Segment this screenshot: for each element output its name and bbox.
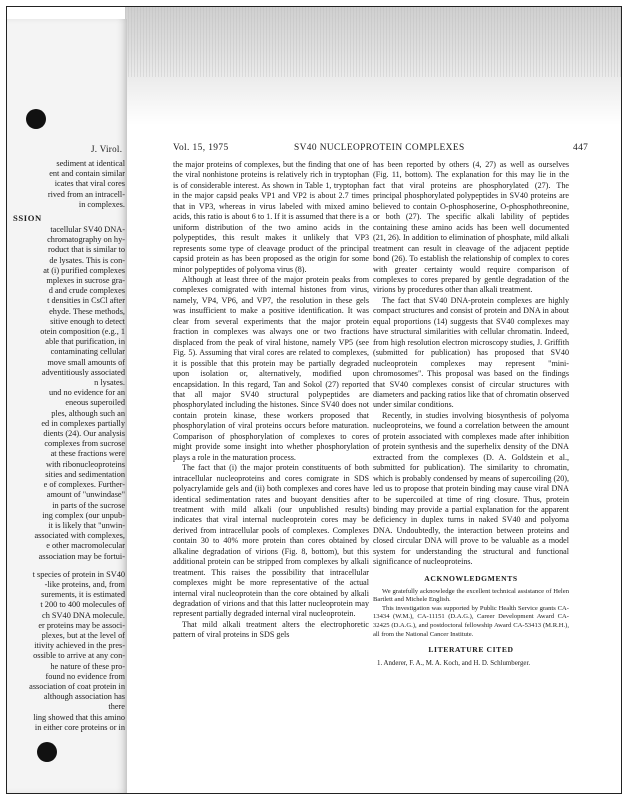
left-page-line: d and crude complexes [48, 286, 125, 296]
paragraph: the major proteins of complexes, but the finding that one of the viral nonhistone proteins is relatively rich in tryptophan is of considerable interest. As shown in Table 1, tryptophan in the major capsid peaks VP1 and VP2 is about 2.7 times that in VP3, whereas in virus labeled with mixed amino acids, this ratio is about 6 to 1. If it is assumed that there is a uniform distribution of the two amino acids in the polypeptides, this result makes it unlikely that VP3 represents some type of cleavage product of the principal capsid protein as has been proposed as the origin for some minor polypeptides of polyoma virus (8). [173, 160, 369, 274]
left-page-line: ent and contain similar [49, 169, 125, 179]
left-page-line: ossible to arrive at any con- [33, 651, 125, 661]
left-page-line: -like proteins, and, from [44, 579, 125, 589]
left-page-line: although association has [43, 692, 125, 702]
left-page-line [13, 562, 125, 570]
left-page-line: itivity achieved in the pres- [34, 641, 125, 651]
left-page-line: in parts of the sucrose [52, 500, 125, 510]
left-page-line: at these fractions were [50, 449, 125, 459]
left-page-line: t 200 to 400 molecules of [40, 600, 125, 610]
left-page-line: mplexes in sucrose gra- [46, 276, 125, 286]
text-column-right [373, 160, 569, 668]
left-page-line: found no evidence from [45, 671, 125, 681]
left-page-line: ing complex (our unpub- [42, 510, 125, 520]
left-page-line: in either core proteins or in [34, 722, 125, 732]
page-frame [6, 6, 622, 794]
left-page-line: ehyde. These methods, [49, 306, 125, 316]
left-page-line: e other macromolecular [46, 541, 125, 551]
left-page-line: chromatography on hy- [47, 235, 125, 245]
paragraph: Recently, in studies involving biosynthesis of polyoma nucleoproteins, we found a correlation between the amount of protein associated with complexes made after inhibition of protein synthesis and the superhelix density of the DNA extracted from the complexes (D. A. Goldstein et al., submitted for publication). The similarity to chromatin, which is probably condensed by means of supercoiling (20), led us to propose that protein binding may cause viral DNA to be supercoiled at time of ring closure. Thus, protein binding may provide a partial explanation for the apparent deficiency in duplex turns in naked SV40 and polyoma DNA. Undoubtedly, the interaction between proteins and closed circular DNA will prove to be valuable as a model system for understanding the structural and functional significance of nucleoproteins. [373, 410, 569, 567]
acknowledgments-heading: ACKNOWLEDGMENTS [424, 573, 518, 583]
left-page-line: able that purification, in [45, 337, 125, 347]
left-page-line: surements, it is estimated [41, 590, 125, 600]
left-page-line: t densities in CsCl after [47, 296, 125, 306]
punch-hole-top [26, 109, 46, 129]
left-page-line: roduct that is similar to [48, 245, 125, 255]
punch-hole-bottom [37, 742, 57, 762]
left-page-line: sediment at identical [56, 159, 125, 168]
left-page-line: with ribonucleoproteins [45, 459, 125, 469]
left-page-line: otein composition (e.g., 1 [40, 327, 125, 337]
left-page-line: ling showed that this amino [33, 712, 125, 722]
left-page-line: ples, although such an [51, 408, 125, 418]
left-page-line: er proteins may be associ- [38, 620, 125, 630]
left-page-line: de lysates. This is con- [49, 255, 125, 265]
left-page-line: t species of protein in SV40 [32, 569, 125, 579]
left-page-line: ch SV40 DNA molecule. [42, 610, 125, 620]
paragraph: Although at least three of the major protein peaks from complexes comigrated with internal histones from virus, namely, VP4, VP6, and VP7, the resolution in these gels was insufficient to make a positive identification. It was clear from several experiments that the major protein fraction in complexes was always one or two fractions displaced from the peak of viral histone, namely VP5 (see Fig. 5). Assuming that viral cores are related to complexes, it is possible that this protein may be partially degraded upon isolation or, alternatively, modified upon encapsidation. In this regard, Tan and Sokol (27) reported that all major SV40 structural polypeptides are phosphorylated including the histones. Since SV40 does not contain protein kinase, these workers proposed that phosphorylation of viral proteins occurs before maturation. Comparison of phosphorylation of complexes to cores might provide some insight into whether phosphorylation plays a role in the maturation process. [173, 274, 369, 462]
left-page-line: sitive enough to detect [50, 316, 125, 326]
left-page-line: plexes, but at the level of [41, 630, 125, 640]
left-page-line: icates that viral cores [54, 179, 125, 189]
literature-heading: LITERATURE CITED [428, 645, 514, 655]
paragraph: The fact that SV40 DNA-protein complexes are highly compact structures and consist of protein and DNA in about equal proportions (14) suggests that SV40 complexes may have structural similarities with cellular chromatin. Indeed, from high resolution electron microscopy studies, J. Griffith (submitted for publication) has proposed that SV40 nucleoprotein complexes may represent "mini-chromosomes". This proposal was based on the findings that SV40 complexes consist of circular structures with diameters and packing ratios like that of chromatin observed under similar conditions. [373, 295, 569, 410]
page-number: 447 [573, 143, 589, 153]
scan-texture [125, 7, 621, 77]
left-page-line: dients (24). Our analysis [43, 429, 125, 439]
left-page-line: und no evidence for an [48, 388, 125, 398]
left-page-line: n lysates. [94, 378, 125, 388]
left-page-line: association may be fortui- [38, 551, 125, 561]
text-column-left [173, 160, 369, 641]
section-heading: SSION [13, 213, 42, 224]
left-page-line: association of coat protein in [29, 681, 125, 691]
left-page-header: J. Virol. [91, 144, 123, 154]
left-page-line: it is likely that "unwin- [48, 520, 125, 530]
left-page-line: eneous superoiled [65, 398, 125, 408]
left-page-line: in complexes. [78, 199, 125, 209]
volume-label: Vol. 15, 1975 [173, 143, 229, 153]
left-page-line: complexes from sucrose [44, 439, 125, 449]
left-page-line: contaminating cellular [50, 347, 125, 357]
left-page-line: associated with complexes, [34, 531, 125, 541]
left-page-line: he nature of these pro- [50, 661, 125, 671]
left-page-line: amount of "unwindase" [46, 490, 125, 500]
left-page-line: move small amounts of [47, 357, 125, 367]
left-page-line: there [108, 702, 125, 712]
left-page-line: sities and sedimentation [45, 469, 125, 479]
paragraph: has been reported by others (4, 27) as well as ourselves (Fig. 11, bottom). The explanation for this may lie in the fact that viral proteins are phosphorylated (27). The principal phosphorylated polypeptides in SV40 proteins are believed to contain O-phosphoserine, O-phosphothreonine, or both (27). The specific alkali lability of peptides containing these amino acids has been well documented (21, 26). In addition to elimination of phosphate, mild alkali treatment can result in cleavage of the adjacent peptide bond (26). To establish the relationship of complex to cores with greater certainty would require comparison of complexes to cores prepared by gentle degradation of the virions by procedures other than alkali treatment. [373, 160, 569, 295]
left-page-line: at (i) purified complexes [43, 265, 125, 275]
paragraph: The fact that (i) the major protein constituents of both intracellular nucleoproteins and cores comigrate in SDS polyacrylamide gels and (ii) both complexes and cores have identical sedimentation rates and buoyant densities after treatment with mild alkali (our unpublished results) indicates that viral internal nucleoprotein cores may be derived from intracellular pools of complexes. Complexes contain 30 to 40% more protein than cores obtained by alkaline degradation of virions (Fig. 8, bottom), but this additional protein can be stripped from complexes by alkali treatment. This raises the possibility that intracellular complexes might be more representative of the actual internal viral nucleoprotein than the core obtained by alkali degradation of virions and that this latter nucleoprotein may represent partially degraded internal viral nucleoprotein. [173, 463, 369, 619]
funding-text: This investigation was supported by Public Health Service grants CA-13434 (W.M.), CA-11151 (D.A.G.), Career Development Award CA-32425 (D.A.G.), and postdoctoral fellowship Award CA-53413 (M.R.H.), all from the National Cancer Institute. [373, 604, 569, 638]
left-page-line: e of complexes. Further- [43, 480, 125, 490]
left-page-line: adventitiously associated [41, 367, 125, 377]
left-page-column [13, 159, 125, 732]
left-page-line: rived from an intracell- [47, 189, 125, 199]
left-page-line: ed in complexes partially [41, 418, 125, 428]
reference-item: 1. Anderer, F. A., M. A. Koch, and H. D. Schlumberger. [377, 660, 531, 668]
left-page-line: tacellular SV40 DNA- [50, 225, 125, 235]
acknowledgment-text: We gratefully acknowledge the excellent technical assistance of Helen Bartlett and Michele English. [373, 587, 569, 604]
running-title: SV40 NUCLEOPROTEIN COMPLEXES [294, 143, 465, 153]
paragraph: That mild alkali treatment alters the electrophoretic pattern of viral proteins in SDS gels [173, 619, 369, 640]
